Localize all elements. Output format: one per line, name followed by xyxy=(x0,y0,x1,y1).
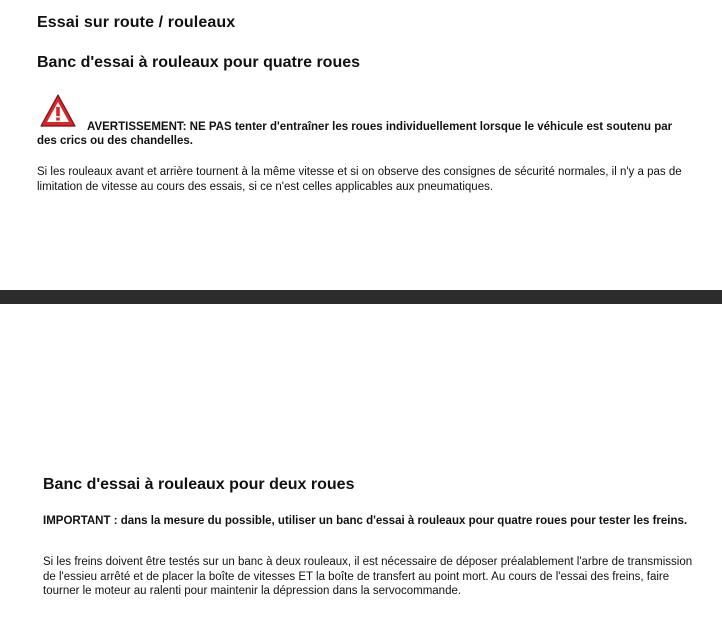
section-heading-four-wheel: Banc d'essai à rouleaux pour quatre roues xyxy=(37,54,361,71)
important-note: IMPORTANT : dans la mesure du possible, utiliser un banc d'essai à rouleaux pour quatre roues pour tester les freins. xyxy=(43,515,688,527)
document-page-bottom xyxy=(0,304,722,639)
warning-text: AVERTISSEMENT: NE PAS tenter d'entraîner les roues individuellement lorsque le véhicule est soutenu par des crics ou des chandelles. xyxy=(37,121,673,147)
section-heading-two-wheel: Banc d'essai à rouleaux pour deux roues xyxy=(43,476,355,493)
paragraph-two-wheel: Si les freins doivent être testés sur un banc à deux rouleaux, il est nécessaire de déposer préalablement l'arbre de transmission de l'essieu arrêté et de placer la boîte de vitesses ET la boîte de transfert au point mort. Au cours de l'essai des freins, faire tourner le moteur au ralenti pour maintenir la dépression dans la servocommande. xyxy=(43,556,693,597)
page-title: Essai sur route / rouleaux xyxy=(37,14,236,31)
page-divider xyxy=(0,290,722,304)
document-page-top xyxy=(0,0,722,290)
paragraph-four-wheel: Si les rouleaux avant et arrière tournent à la même vitesse et si on observe des consignes de sécurité normales, il n'y a pas de limitation de vitesse au cours des essais, si ce n'est celles applicables aux pneumatiques. xyxy=(37,166,682,193)
